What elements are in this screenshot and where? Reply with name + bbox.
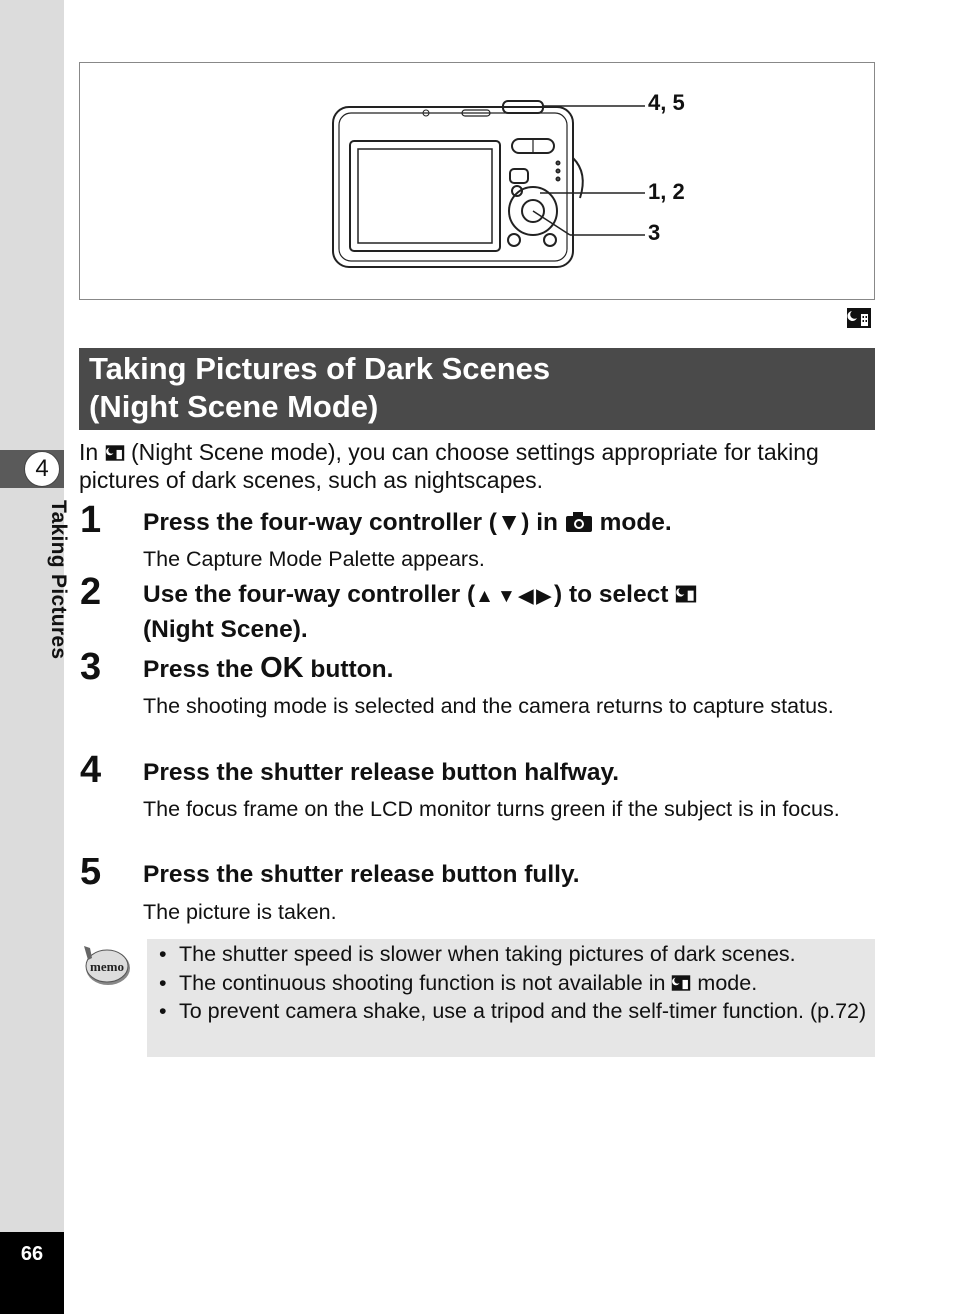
step-desc-1: The Capture Mode Palette appears. [143,547,485,571]
ok-button-glyph: OK [260,652,304,684]
night-scene-icon [671,973,691,993]
intro-paragraph [79,438,869,494]
step-desc-4: The focus frame on the LCD monitor turns green if the subject is in focus. [143,797,840,821]
step-title-3: Press the OK button. [143,652,394,684]
camera-back-illustration [80,63,876,301]
camera-figure [79,62,875,300]
memo-item-1: • The shutter speed is slower when taking pictures of dark scenes. [159,940,871,969]
callout-3: 3 [648,220,661,245]
step-desc-3: The shooting mode is selected and the camera returns to capture status. [143,694,834,718]
svg-text:memo: memo [90,959,124,974]
step-title-1: Press the four-way controller (▼) in mode. [143,509,672,536]
camera-icon [565,511,593,533]
step-title-4: Press the shutter release button halfway. [143,759,620,786]
night-scene-icon [846,307,872,329]
step-number-4: 4 [80,749,102,791]
step-desc-5: The picture is taken. [143,900,337,924]
memo-item-3: • To prevent camera shake, use a tripod and the self-timer function. (p.72) [159,997,871,1026]
section-title [79,348,875,430]
night-scene-icon [675,583,697,605]
intro-text-post: (Night Scene mode), you can choose settings appropriate for taking pictures of dark scenes, such as nightscapes. [79,439,819,493]
memo-item-2: • The continuous shooting function is not available in mode. [159,969,871,998]
chapter-label: Taking Pictures [47,500,70,660]
page-number: 66 [20,1243,44,1265]
night-scene-icon [105,443,125,463]
step-number-1: 1 [80,499,102,541]
step-number-2: 2 [80,571,102,613]
memo-list [159,940,871,1026]
callout-1-2: 1, 2 [648,179,685,204]
step-number-5: 5 [80,851,102,893]
step-title-5: Press the shutter release button fully. [143,861,580,888]
intro-text-pre: In [79,439,105,465]
memo-icon [82,944,132,988]
step-title-2: Use the four-way controller (▲▼◀▶) to select (Night Scene). [143,578,873,646]
section-title-line1: Taking Pictures of Dark Scenes [89,351,551,386]
callout-4-5: 4, 5 [648,90,685,115]
chapter-number: 4 [24,451,60,487]
section-title-line2: (Night Scene Mode) [89,389,379,424]
step-number-3: 3 [80,646,102,688]
